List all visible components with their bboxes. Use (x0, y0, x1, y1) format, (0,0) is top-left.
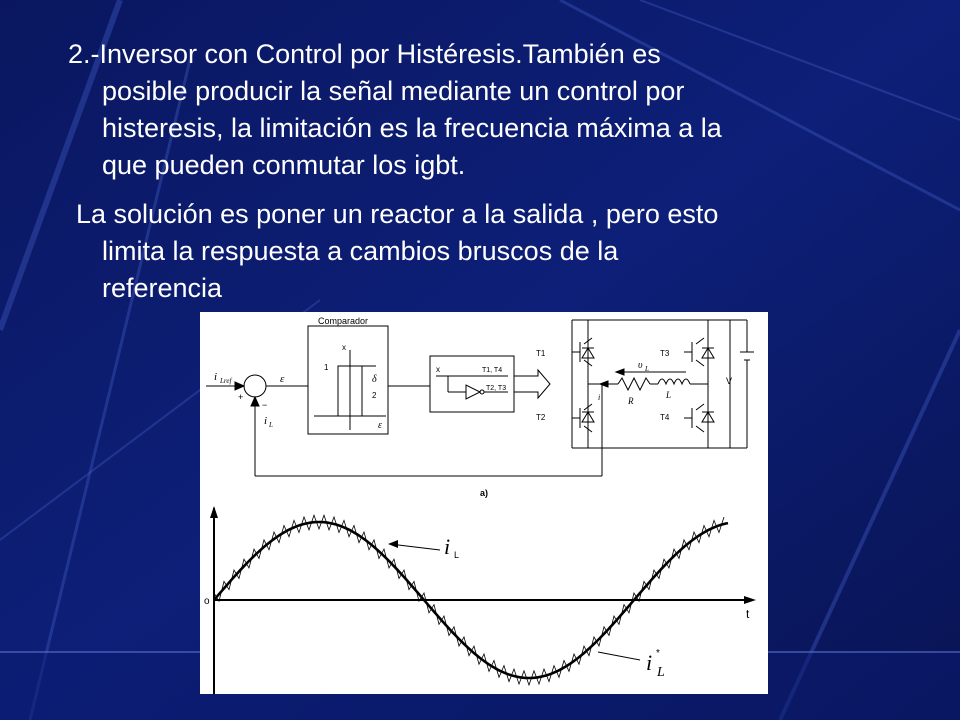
vl-label: υ (638, 360, 643, 371)
waveform-plot (210, 506, 756, 694)
logic-x-label: x (436, 365, 440, 374)
figure-caption: a) (480, 488, 489, 498)
minus-sign: − (262, 400, 268, 410)
text-line: 2.-Inversor con Control por Histéresis.También es (68, 39, 661, 69)
t1-label: T1 (536, 349, 546, 358)
origin-label: o (204, 596, 210, 607)
hyst-two-label: 2 (372, 391, 377, 400)
gate-logic-box (430, 356, 514, 412)
text-line: limita la respuesta a cambios bruscos de la (102, 236, 619, 266)
hyst-x-label: x (342, 343, 346, 352)
logic-t23-label: T2, T3 (486, 385, 507, 392)
ilstar-wave-sup: * (656, 648, 660, 659)
hyst-eps-label: ε (378, 420, 382, 431)
text-line: referencia (102, 273, 223, 303)
iref-label: i (214, 371, 218, 383)
gate-signal-arrow (514, 370, 550, 398)
il-small-label: i (598, 393, 601, 402)
iref-sub: Lref (220, 377, 232, 385)
paragraph-reactor-solution (76, 196, 926, 307)
circuit-and-waveform (200, 312, 768, 694)
il-feedback-sub: L (269, 421, 273, 429)
t3-label: T3 (660, 349, 670, 358)
text-line: La solución es poner un reactor a la salida , pero esto (76, 199, 719, 229)
text-line: posible producir la señal mediante un control por (102, 76, 685, 106)
il-wave-sub: L (454, 550, 460, 560)
logic-t14-label: T1, T4 (482, 367, 503, 374)
il-feedback-label: i (264, 415, 268, 427)
plus-sign: + (238, 392, 244, 402)
v-label: V (726, 376, 733, 386)
ilstar-wave-sub: L (657, 665, 665, 680)
hyst-one-label: 1 (324, 363, 329, 372)
ilstar-wave-label: i (646, 650, 653, 675)
error-label: ε (280, 373, 285, 385)
l-label: L (666, 390, 672, 400)
text-line: que pueden conmutar los igbt. (102, 150, 466, 180)
il-wave-label: i (444, 534, 451, 559)
r-label: R (628, 396, 634, 406)
vl-sub: L (645, 365, 649, 373)
t-axis-label: t (746, 607, 750, 621)
t4-label: T4 (660, 413, 670, 422)
t2-label: T2 (536, 413, 546, 422)
comparator-title: Comparador (318, 316, 369, 326)
circuit-diagram (206, 320, 754, 476)
summing-junction (244, 375, 266, 397)
text-line: histeresis, la limitación es la frecuencia máxima a la (102, 113, 722, 143)
hysteresis-figure (200, 312, 768, 694)
paragraph-hysteresis-intro (68, 36, 918, 184)
hyst-delta-label: δ (372, 374, 377, 385)
